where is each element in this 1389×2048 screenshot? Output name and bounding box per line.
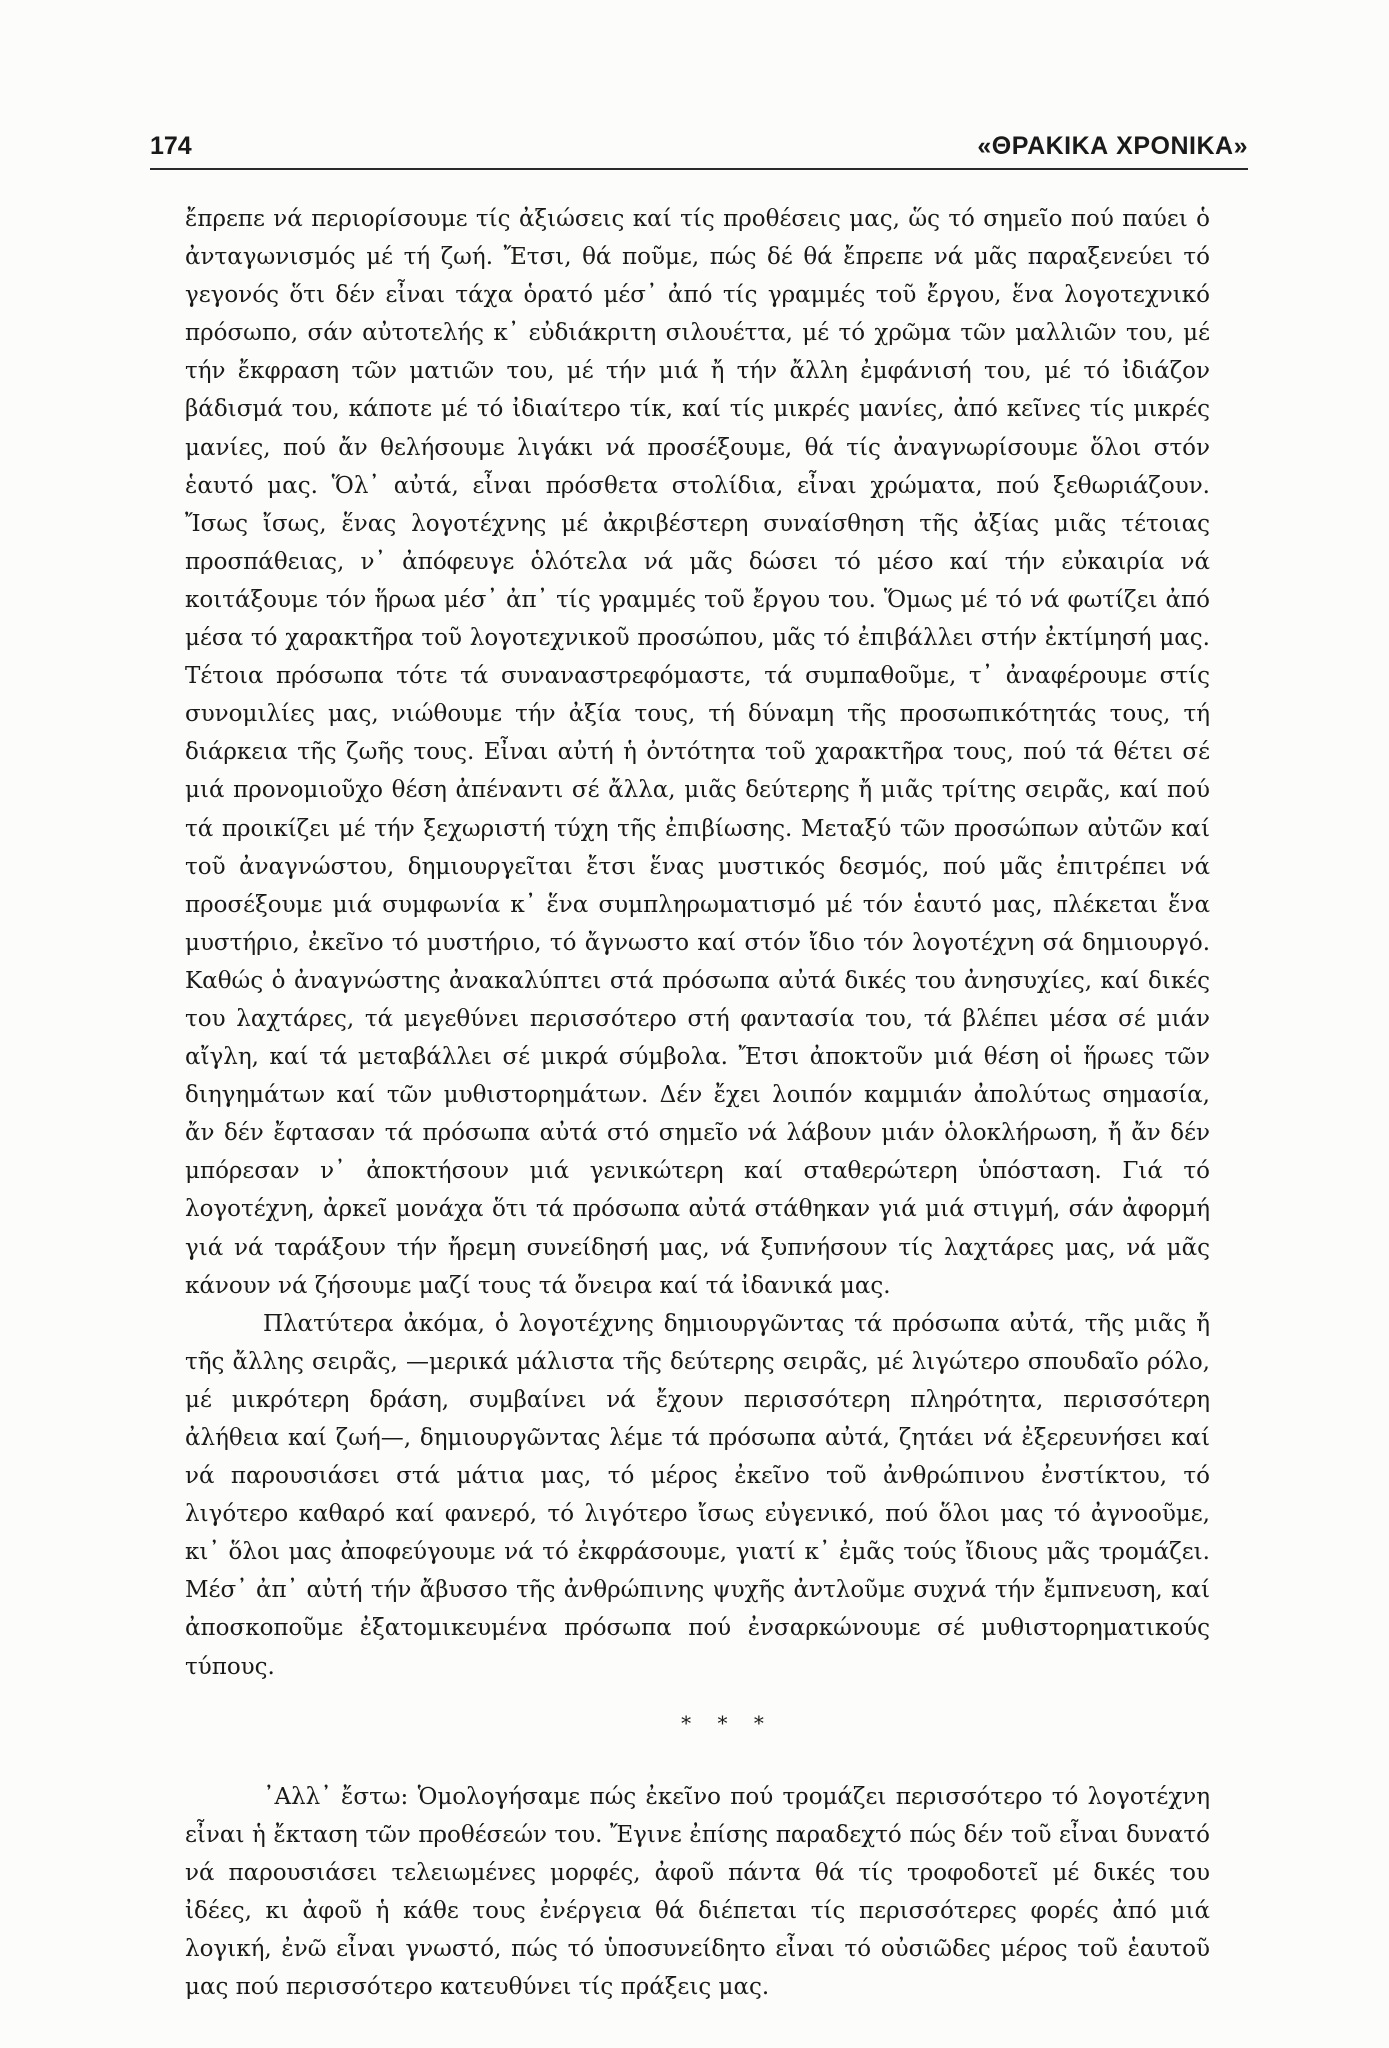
body-text bbox=[185, 200, 1210, 2006]
paragraph-continued: ἔπρεπε νά περιορίσουμε τίς ἀξιώσεις καί τίς προθέσεις μας, ὥς τό σημεῖο πού παύει ὁ ἀνταγωνισμός μέ τή ζωή. Ἔτσι, θά ποῦμε, πώς δέ θά ἔπρεπε νά μᾶς παραξενεύει τό γεγονός ὅτι δέν εἶναι τάχα ὁρατό μέσ᾽ ἀπό τίς γραμμές τοῦ ἔργου, ἕνα λογοτεχνικό πρόσωπο, σάν αὐτοτελής κ᾽ εὐδιάκριτη σιλουέττα, μέ τό χρῶμα τῶν μαλλιῶν του, μέ τήν ἔκφραση τῶν ματιῶν του, μέ τήν μιά ἤ τήν ἄλλη ἐμφάνισή του, μέ τό ἰδιάζον βάδισμά του, κάποτε μέ τό ἰδιαίτερο τίκ, καί τίς μικρές μανίες, ἀπό κεῖνες τίς μικρές μανίες, πού ἄν θελήσουμε λιγάκι νά προσέξουμε, θά τίς ἀναγνωρίσουμε ὅλοι στόν ἑαυτό μας. Ὅλ᾽ αὐτά, εἶναι πρόσθετα στολίδια, εἶναι χρώματα, πού ξεθωριάζουν. Ἴσως ἴσως, ἕνας λογοτέχνης μέ ἀκριβέστερη συναίσθηση τῆς ἀξίας μιᾶς τέτοιας προσπάθειας, ν᾽ ἀπόφευγε ὁλότελα νά μᾶς δώσει τό μέσο καί τήν εὐκαιρία νά κοιτάξουμε τόν ἥρωα μέσ᾽ ἀπ᾽ τίς γραμμές τοῦ ἔργου του. Ὅμως μέ τό νά φωτίζει ἀπό μέσα τό χαρακτῆρα τοῦ λογοτεχνικοῦ προσώπου, μᾶς τό ἐπιβάλλει στήν ἐκτίμησή μας. Τέτοια πρόσωπα τότε τά συναναστρεφόμαστε, τά συμπαθοῦμε, τ᾽ ἀναφέρουμε στίς συνομιλίες μας, νιώθουμε τήν ἀξία τους, τή δύναμη τῆς προσωπικότητάς τους, τή διάρκεια τῆς ζωῆς τους. Εἶναι αὐτή ἡ ὀντότητα τοῦ χαρακτῆρα τους, πού τά θέτει σέ μιά προνομιοῦχο θέση ἀπέναντι σέ ἄλλα, μιᾶς δεύτερης ἤ μιᾶς τρίτης σειρᾶς, καί πού τά προικίζει μέ τήν ξεχωριστή τύχη τῆς ἐπιβίωσης. Μεταξύ τῶν προσώπων αὐτῶν καί τοῦ ἀναγνώστου, δημιουργεῖται ἔτσι ἕνας μυστικός δεσμός, πού μᾶς ἐπιτρέπει νά προσέξουμε μιά συμφωνία κ᾽ ἕνα συμπληρωματισμό μέ τόν ἑαυτό μας, πλέκεται ἕνα μυστήριο, ἐκεῖνο τό μυστήριο, τό ἄγνωστο καί στόν ἴδιο τόν λογοτέχνη σά δημιουργό. Καθώς ὁ ἀναγνώστης ἀνακαλύπτει στά πρόσωπα αὐτά δικές του ἀνησυχίες, καί δικές του λαχτάρες, τά μεγεθύνει περισσότερο στή φαντασία του, τά βλέπει μέσα σέ μιάν αἴγλη, καί τά μεταβάλλει σέ μικρά σύμβολα. Ἔτσι ἀποκτοῦν μιά θέση οἱ ἥρωες τῶν διηγημάτων καί τῶν μυθιστορημάτων. Δέν ἔχει λοιπόν καμμιάν ἀπολύτως σημασία, ἄν δέν ἔφτασαν τά πρόσωπα αὐτά στό σημεῖο νά λάβουν μιάν ὁλοκλήρωση, ἤ ἄν δέν μπόρεσαν ν᾽ ἀποκτήσουν μιά γενικώτερη καί σταθερώτερη ὑπόσταση. Γιά τό λογοτέχνη, ἀρκεῖ μονάχα ὅτι τά πρόσωπα αὐτά στάθηκαν γιά μιά στιγμή, σάν ἀφορμή γιά νά ταράξουν τήν ἤρεμη συνείδησή μας, νά ξυπνήσουν τίς λαχτάρες μας, νά μᾶς κάνουν νά ζήσουμε μαζί τους τά ὄνειρα καί τά ἰδανικά μας. bbox=[185, 206, 1210, 1299]
header-rule bbox=[150, 168, 1248, 170]
section-break-asterism: * * * bbox=[681, 1710, 774, 1735]
page-number: 174 bbox=[150, 132, 192, 160]
paragraph: ᾽Αλλ᾽ ἔστω: Ὁμολογήσαμε πώς ἐκεῖνο πού τρομάζει περισσότερο τό λογοτέχνη εἶναι ἡ ἔκταση τῶν προθέσεών του. Ἔγινε ἐπίσης παραδεχτό πώς δέν τοῦ εἶναι δυνατό νά παρουσιάσει τελειωμένες μορφές, ἀφοῦ πάντα θά τίς τροφοδοτεῖ μέ δικές του ἰδέες, κι ἀφοῦ ἡ κάθε τους ἐνέργεια θά διέπεται τίς περισσότερες φορές ἀπό μιά λογική, ἐνῶ εἶναι γνωστό, πώς τό ὑποσυνείδητο εἶναι τό οὐσιῶδες μέρος τοῦ ἑαυτοῦ μας πού περισσότερο κατευθύνει τίς πράξεις μας. bbox=[185, 1783, 1210, 2001]
journal-title: «ΘΡΑΚΙΚΑ ΧΡΟΝΙΚΑ» bbox=[977, 132, 1248, 160]
running-header bbox=[150, 128, 1248, 164]
paragraph: Πλατύτερα ἀκόμα, ὁ λογοτέχνης δημιουργῶντας τά πρόσωπα αὐτά, τῆς μιᾶς ἤ τῆς ἄλλης σειρᾶς, —μερικά μάλιστα τῆς δεύτερης σειρᾶς, μέ λιγώτερο σπουδαῖο ρόλο, μέ μικρότερη δράση, συμβαίνει νά ἔχουν περισσότερη πληρότητα, περισσότερη ἀλήθεια καί ζωή—, δημιουργῶντας λέμε τά πρόσωπα αὐτά, ζητάει νά ἐξερευνήσει καί νά παρουσιάσει στά μάτια μας, τό μέρος ἐκεῖνο τοῦ ἀνθρώπινου ἐνστίκτου, τό λιγότερο καθαρό καί φανερό, τό λιγότερο ἴσως εὐγενικό, πού ὅλοι μας τό ἀγνοοῦμε, κι᾽ ὅλοι μας ἀποφεύγουμε νά τό ἐκφράσουμε, γιατί κ᾽ ἐμᾶς τούς ἴδιους μᾶς τρομάζει. Μέσ᾽ ἀπ᾽ αὐτή τήν ἄβυσσο τῆς ἀνθρώπινης ψυχῆς ἀντλοῦμε συχνά τήν ἔμπνευση, καί ἀποσκοποῦμε ἐξατομικευμένα πρόσωπα πού ἐνσαρκώνουμε σέ μυθιστορηματικούς τύπους. bbox=[185, 1310, 1210, 1680]
